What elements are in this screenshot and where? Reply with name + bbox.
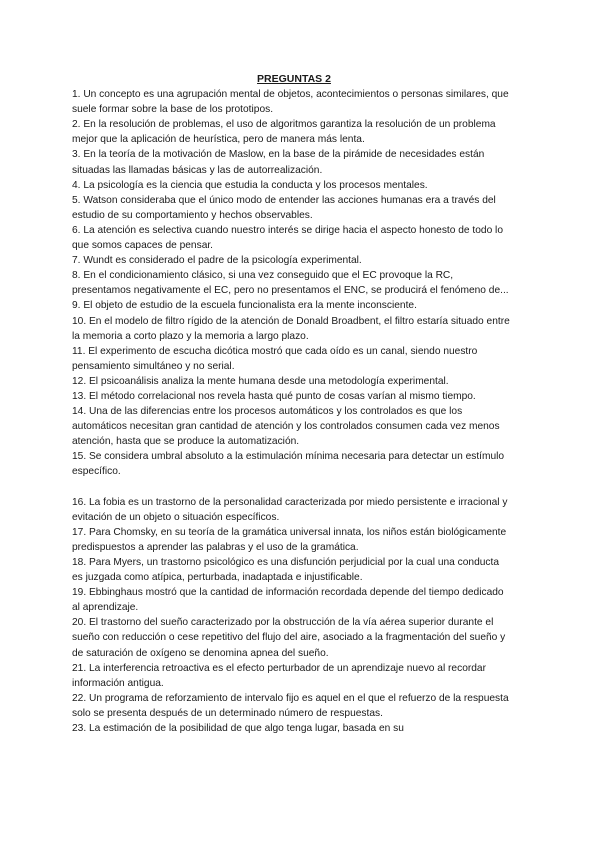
question-17: 17. Para Chomsky, en su teoría de la gramática universal innata, los niños están biológicamente predispuestos a aprender las palabras y el uso de la gramática. — [72, 526, 507, 553]
question-5: 5. Watson consideraba que el único modo de entender las acciones humanas era a través del estudio de su comportamiento y hechos observables. — [72, 194, 496, 221]
question-10: 10. En el modelo de filtro rígido de la atención de Donald Broadbent, el filtro estaría situado entre la memoria a corto plazo y la memoria a largo plazo. — [72, 315, 510, 342]
question-23: 23. La estimación de la posibilidad de que algo tenga lugar, basada en su — [72, 723, 404, 735]
question-2: 2. En la resolución de problemas, el uso de algoritmos garantiza la resolución de un problema mejor que la aplicación de heurística, pero de manera más lenta. — [72, 119, 496, 146]
question-21: 21. La interferencia retroactiva es el efecto perturbador de un aprendizaje nuevo al recordar información antigua. — [72, 662, 486, 689]
page-title: PREGUNTAS 2 — [257, 73, 331, 85]
question-18: 18. Para Myers, un trastorno psicológico es una disfunción perjudicial por la cual una conducta es juzgada como atípica, perturbada, inadaptada e injustificable. — [72, 557, 499, 584]
question-3: 3. En la teoría de la motivación de Maslow, en la base de la pirámide de necesidades están situadas las llamadas básicas y las de autorrealización. — [72, 149, 485, 176]
question-1: 1. Un concepto es una agrupación mental de objetos, acontecimientos o personas similares, que suele formar sobre la base de los prototipos. — [72, 89, 509, 116]
document-page — [72, 72, 512, 736]
question-4: 4. La psicología es la ciencia que estudia la conducta y los procesos mentales. — [72, 179, 428, 191]
question-14: 14. Una de las diferencias entre los procesos automáticos y los controlados es que los automáticos necesitan gran cantidad de atención y los controlados consumen cada vez menos atención, hasta que se produce la automatización. — [72, 406, 500, 448]
question-16: 16. La fobia es un trastorno de la personalidad caracterizada por miedo persistente e irracional y evitación de un objeto o situación específicos. — [72, 496, 508, 523]
question-19: 19. Ebbinghaus mostró que la cantidad de información recordada depende del tiempo dedicado al aprendizaje. — [72, 587, 504, 614]
question-22: 22. Un programa de reforzamiento de intervalo fijo es aquel en el que el refuerzo de la respuesta solo se presenta después de un determinado número de respuestas. — [72, 692, 509, 719]
question-12: 12. El psicoanálisis analiza la mente humana desde una metodología experimental. — [72, 375, 449, 387]
question-9: 9. El objeto de estudio de la escuela funcionalista era la mente inconsciente. — [72, 300, 417, 312]
question-20: 20. El trastorno del sueño caracterizado por la obstrucción de la vía aérea superior durante el sueño con reducción o cese repetitivo del flujo del aire, asociado a la fragmentación del sueño y de saturación de oxígeno se denomina apnea del sueño. — [72, 617, 506, 659]
question-11: 11. El experimento de escucha dicótica mostró que cada oído es un canal, siendo nuestro pensamiento simultáneo y no serial. — [72, 345, 478, 372]
question-7: 7. Wundt es considerado el padre de la psicología experimental. — [72, 255, 362, 267]
question-15: 15. Se considera umbral absoluto a la estimulación mínima necesaria para detectar un estímulo específico. — [72, 451, 505, 478]
question-8: 8. En el condicionamiento clásico, si una vez conseguido que el EC provoque la RC, presentamos negativamente el EC, pero no presentamos el ENC, se producirá el fenómeno de... — [72, 270, 509, 297]
question-13: 13. El método correlacional nos revela hasta qué punto de cosas varían al mismo tiempo. — [72, 390, 476, 402]
paragraph-gap — [72, 480, 512, 495]
question-6: 6. La atención es selectiva cuando nuestro interés se dirige hacia el aspecto honesto de todo lo que somos capaces de pensar. — [72, 224, 503, 252]
